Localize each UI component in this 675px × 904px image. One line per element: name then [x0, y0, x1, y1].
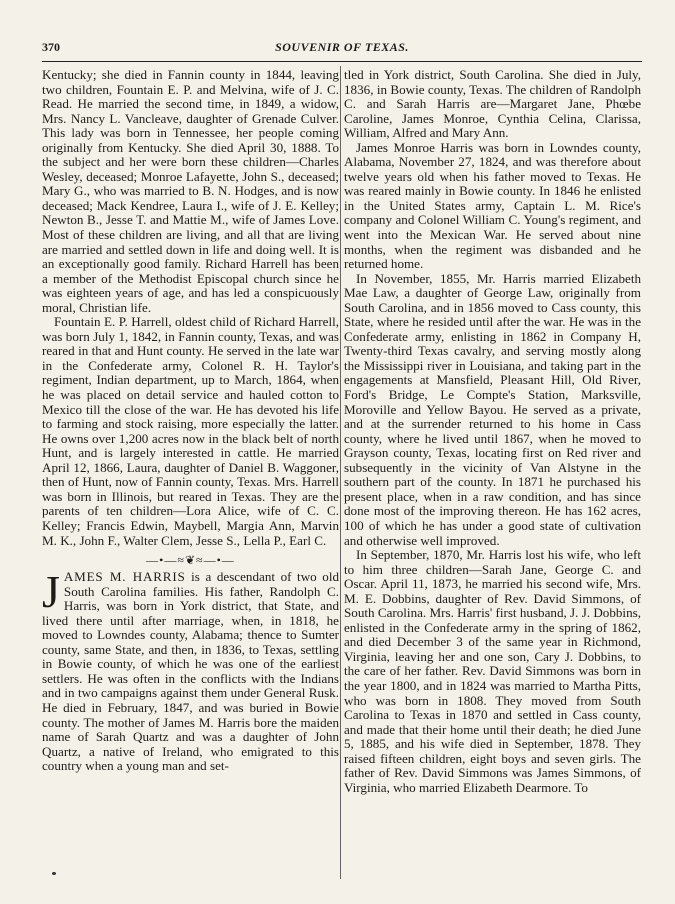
section-ornament: —•—≈❦≈—•—: [146, 553, 235, 568]
paragraph-second-marriage: In September, 1870, Mr. Harris lost his wife, who left to him three children—Sarah Jane, George C. and Oscar. April 11, 1873, he married his second wife, Mrs. M. E. Dobbins, daughter of Rev. David Simmons, of South Carolina. Mrs. Harris' first husband, J. J. Dobbins, enlisted in the Confederate army in the spring of 1862, and died December 3 of the same year in Richmond, Virginia, leaving her and one son, Cary J. Dobbins, to the care of her father. Rev. David Simmons was born in the year 1800, and in 1824 was married to Martha Pitts, who was born in 1808. They moved from South Carolina to Texas in 1870 and settled in Cass county, and made that their home until their death; he died June 5, 1885, and his wife died in September, 1878. They raised fifteen children, eight boys and seven girls. The father of Rev. David Simmons was James Simmons, of Virginia, who married Elizabeth Dearmore. To: [344, 547, 641, 795]
paragraph-james-harris-intro: [42, 566, 339, 774]
paragraph-james-harris-body: is a descendant of two old South Carolina families. His father, Randolph C. Harris, was born in York district, that State, and lived there until after marriage, when, in 1818, he moved to Lowndes county, Alabama; thence to Sumter county, same State, and then, in 1836, to Texas, settling in Bowie county, of which he was one of the earliest settlers. He was often in the conflicts with the Indians and in two campaigns against them under General Rusk. He died in February, 1847, and was buried in Bowie county. The mother of James M. Harris bore the maiden name of Sarah Quartz and was a daughter of John Quartz, a native of Ireland, who emigrated to this country when a young man and set-: [42, 569, 339, 774]
header-rule: [42, 61, 642, 62]
paragraph-harrell-family: Kentucky; she died in Fannin county in 1844, leaving two children, Fountain E. P. and Melvina, wife of J. C. Read. He married the second time, in 1849, a widow, Mrs. Nancy L. Vancleave, daughter of Grenade Culver. This lady was born in Tennessee, her people coming originally from Kentucky. She died April 30, 1888. To the subject and her were born these children—Charles Wesley, deceased; Monroe Lafayette, John S., deceased; Mary G., who was married to B. N. Hodges, and is now deceased; Mack Kendree, Laura I., wife of J. E. Kelley; Newton B., Jesse T. and Mattie M., wife of James Love. Most of these children are living, and all that are living are married and settled down in life and doing well. It is an exceptionally good family. Richard Harrell has been a member of the Methodist Episcopal church since he was eighteen years of age, and has led a conspicuously moral, Christian life.: [42, 68, 339, 315]
paragraph-harris-children: tled in York district, South Carolina. She died in July, 1836, in Bowie county, Texas. The children of Randolph C. and Sarah Harris are—Margaret Jane, Phœbe Caroline, James Monroe, Cynthia Celina, Clarissa, William, Alfred and Mary Ann.: [344, 68, 641, 141]
page-header: [42, 40, 642, 60]
page-number: 370: [42, 40, 60, 54]
right-column: [344, 68, 641, 878]
lead-name: AMES M. HARRIS: [63, 569, 186, 585]
paragraph-confederate-service: In November, 1855, Mr. Harris married Elizabeth Mae Law, a daughter of George Law, originally from South Carolina, and in 1856 moved to Cass county, this State, where he resided until after the war. He was in the Confederate army, enlisting in 1862 in Company H, Twenty-third Texas cavalry, and serving mostly along the Mississippi river in Louisiana, and taking part in the engagements at Mansfield, Pleasant Hill, Old River, Ford's Bridge, Le Compte's Station, Marksville, Moroville and Yellow Bayou. He served as a private, and at the surrender returned to his home in Cass county, where he lived until 1867, when he moved to Grayson county, Texas, locating first on Red river and subsequently in the vicinity of Van Alstyne in the southern part of the county. In 1871 he purchased his present place, when in a raw condition, and has since done most of the improving thereon. He has 162 acres, 100 of which he has under a good state of cultivation and otherwise well improved.: [344, 270, 641, 548]
running-title: SOUVENIR OF TEXAS.: [275, 40, 409, 54]
drop-cap: J: [42, 566, 60, 618]
column-divider: [340, 66, 341, 879]
left-column: [42, 68, 339, 878]
paragraph-fountain-harrell: Fountain E. P. Harrell, oldest child of Richard Harrell, was born July 1, 1842, in Fannin county, Texas, and was reared in that and Hunt county. He served in the late war in the Confederate army, Colonel R. H. Taylor's regiment, Indian department, up to March, 1864, when he was placed on detail service and hauled cotton to Mexico till the close of the war. He has devoted his life to farming and stock raising, more especially the latter. He owns over 1,200 acres now in the black belt of north Hunt, and is largely interested in cattle. He married April 12, 1866, Laura, daughter of Daniel B. Waggoner, then of Hunt, now of Fannin county, Texas. Mrs. Harrell was born in Illinois, but reared in Texas. They are the parents of ten children—Lora Alice, wife of C. C. Kelley; Francis Edwin, Maybell, Margia Ann, Marvin M. K., John F., Walter Clem, Jesse S., Lella P., Earl C.: [42, 314, 339, 548]
ink-speck: [52, 872, 56, 875]
paragraph-james-monroe-harris: James Monroe Harris was born in Lowndes county, Alabama, November 27, 1824, and was therefore about twelve years old when his father moved to Texas. He was reared mainly in Bowie county. In 1846 he enlisted in the United States army, Captain L. M. Rice's company and Colonel William C. Young's regiment, and went into the Mexican War. He served about nine months, when the regiment was disbanded and he returned home.: [344, 139, 641, 272]
